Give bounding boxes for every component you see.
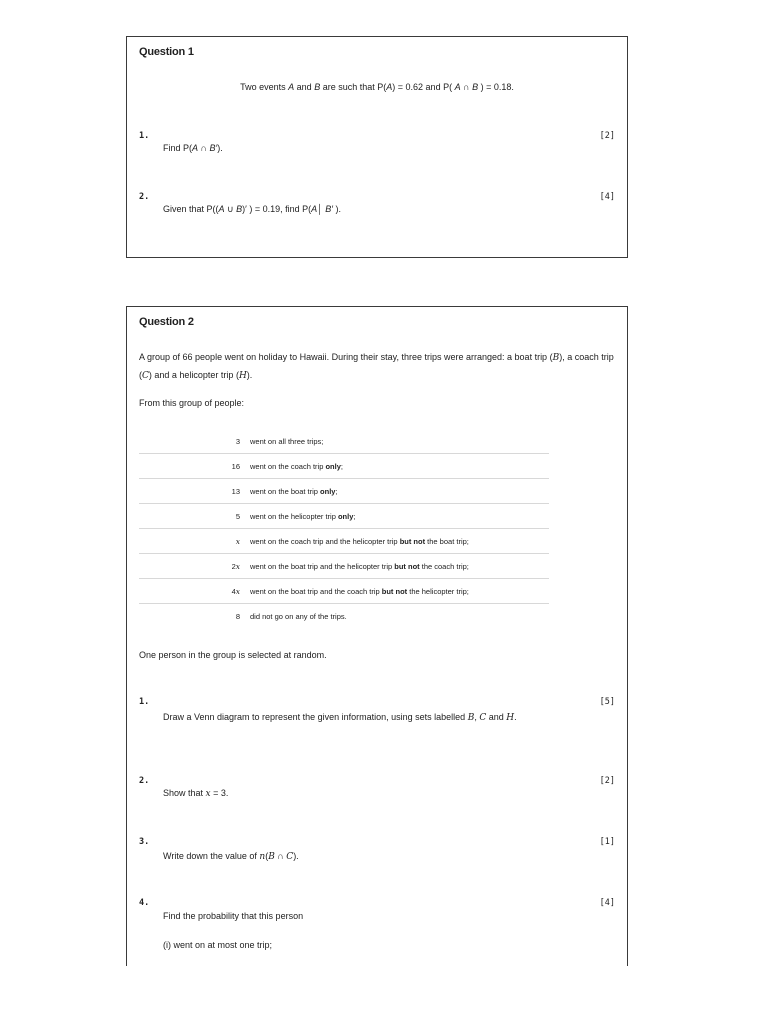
trip-row xyxy=(139,554,549,579)
trip-row xyxy=(139,504,549,529)
trip-row xyxy=(139,604,549,629)
part-marks: [1] xyxy=(599,837,615,847)
question-1-box xyxy=(126,36,628,258)
trip-description: went on the coach trip and the helicopter trip but not the boat trip; xyxy=(250,529,549,554)
trip-count: 2x xyxy=(139,554,250,579)
trip-row xyxy=(139,429,549,454)
trip-count: 4x xyxy=(139,579,250,604)
part-text: Draw a Venn diagram to represent the given information, using sets labelled B, C and H. xyxy=(163,712,517,723)
trip-count: 3 xyxy=(235,436,240,446)
part-text: Given that P((A ∪ B)′ ) = 0.19, find P(A│ B′ ). xyxy=(163,204,341,214)
trip-count: 13 xyxy=(139,479,250,504)
question-2-title: Question 2 xyxy=(139,316,194,328)
trip-row xyxy=(139,579,549,604)
trips-table xyxy=(139,429,549,628)
trip-row xyxy=(139,454,549,479)
question-2-intro: A group of 66 people went on holiday to Hawaii. During their stay, three trips were arranged: a boat trip (B), a coach trip (C) and a helicopter trip (H). xyxy=(139,352,614,381)
trip-row xyxy=(139,529,549,554)
question-1-intro: Two events A and B are such that P(A) = 0.62 and P( A ∩ B ) = 0.18. xyxy=(240,82,514,92)
trip-description: went on the boat trip and the coach trip but not the helicopter trip; xyxy=(250,579,549,604)
trip-count: x xyxy=(139,529,250,554)
part-marks: [5] xyxy=(599,697,615,707)
part-number: 2. xyxy=(139,192,150,202)
question-2-box xyxy=(126,306,628,966)
trip-row xyxy=(139,479,549,504)
selected-random-text: One person in the group is selected at random. xyxy=(139,650,327,660)
trip-description: went on the boat trip only; xyxy=(250,479,549,504)
part-number: 1. xyxy=(139,697,150,707)
question-1-title: Question 1 xyxy=(139,46,194,58)
trip-count: 16 xyxy=(139,454,250,479)
trip-description: did not go on any of the trips. xyxy=(250,604,549,629)
from-group-text: From this group of people: xyxy=(139,398,245,408)
trip-count: 8 xyxy=(139,604,250,629)
part-marks: [4] xyxy=(599,192,615,202)
trip-description: went on all three trips; xyxy=(250,436,324,446)
part-number: 3. xyxy=(139,837,150,847)
part-marks: [2] xyxy=(599,776,615,786)
part-marks: [2] xyxy=(599,131,615,141)
part-number: 4. xyxy=(139,898,150,908)
trip-description: went on the boat trip and the helicopter trip but not the coach trip; xyxy=(250,554,549,579)
trip-description: went on the coach trip only; xyxy=(250,454,549,479)
part-text: Find the probability that this person xyxy=(163,911,304,921)
part-text: Show that x = 3. xyxy=(163,788,229,799)
part-number: 1. xyxy=(139,131,150,141)
part-marks: [4] xyxy=(599,898,615,908)
part-text: Find P(A ∩ B′). xyxy=(163,143,223,153)
part-text: Write down the value of n(B ∩ C). xyxy=(163,851,299,862)
part-number: 2. xyxy=(139,776,150,786)
sub-part-text: (i) went on at most one trip; xyxy=(163,940,273,950)
trip-count: 5 xyxy=(139,504,250,529)
trip-description: went on the helicopter trip only; xyxy=(250,504,549,529)
